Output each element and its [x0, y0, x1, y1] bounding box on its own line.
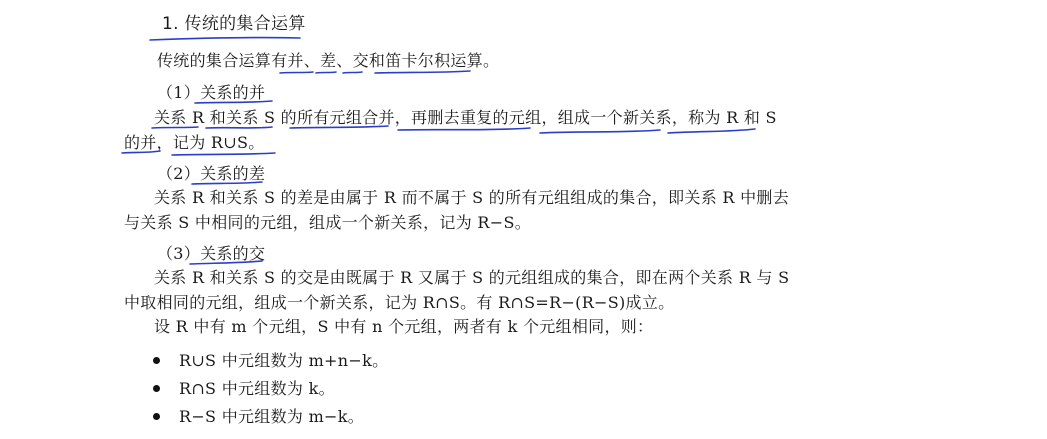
difference-title: （2）关系的差 — [157, 164, 266, 183]
bullet-item-difference-count: R−S 中元组数为 m−k。 — [179, 407, 365, 426]
intersection-line-3: 设 R 中有 m 个元组，S 中有 n 个元组，两者有 k 个元组相同，则： — [154, 317, 654, 336]
difference-line-1: 关系 R 和关系 S 的差是由属于 R 而不属于 S 的所有元组组成的集合，即关系 R 中删去 — [154, 188, 790, 207]
union-line1-underline-f — [668, 129, 755, 133]
intro-paragraph: 传统的集合运算有并、差、交和笛卡尔积运算。 — [157, 51, 500, 70]
bullet-dot — [153, 357, 160, 364]
difference-line-2: 与关系 S 中相同的元组，组成一个新关系，记为 R−S。 — [124, 213, 532, 232]
intersection-title: （3）关系的交 — [157, 244, 266, 263]
bullet-dot — [153, 413, 160, 420]
intersection-line-1: 关系 R 和关系 S 的交是由既属于 R 又属于 S 的元组组成的集合，即在两个关系 R 与 S — [154, 268, 790, 287]
section-heading: 1. 传统的集合运算 — [162, 14, 306, 34]
union-line1-underline-e — [540, 130, 660, 133]
intro-underline-difference — [316, 72, 336, 73]
intro-underline-intersection — [343, 72, 362, 73]
union-line-1: 关系 R 和关系 S 的所有元组合并，再删去重复的元组，组成一个新关系，称为 R 和 S — [154, 108, 777, 127]
bullet-dot — [153, 385, 160, 392]
union-title: （1）关系的并 — [157, 83, 266, 102]
heading-underline — [150, 38, 300, 40]
intro-underline-union — [280, 72, 313, 73]
bullet-item-intersection-count: R∩S 中元组数为 k。 — [179, 379, 335, 398]
intersection-line-2: 中取相同的元组，组成一个新关系，记为 R∩S。有 R∩S=R−(R−S)成立。 — [124, 293, 675, 312]
union-line-2: 的并，记为 R∪S。 — [124, 133, 265, 152]
bullet-item-union-count: R∪S 中元组数为 m+n−k。 — [179, 351, 389, 370]
